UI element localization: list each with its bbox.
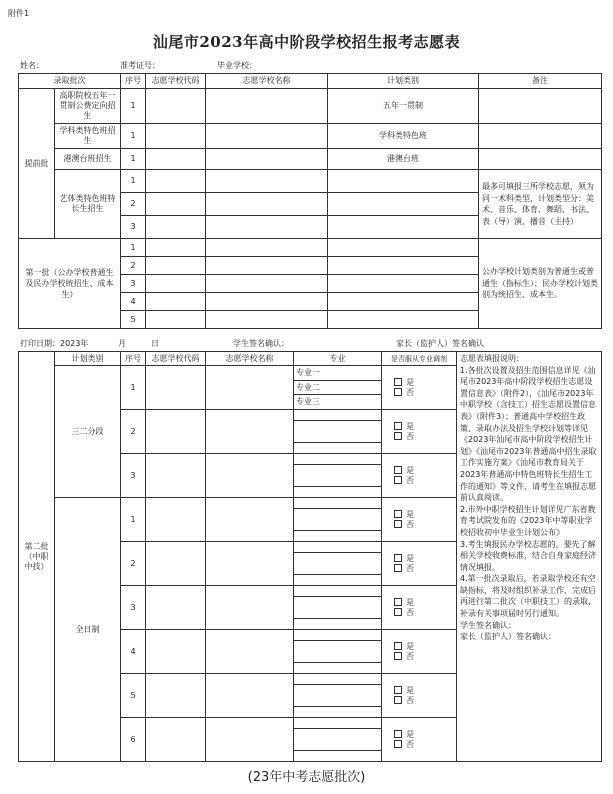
major-field[interactable]: [294, 574, 381, 585]
major-cell: [294, 454, 382, 498]
attachment-label: 附件1: [8, 9, 30, 18]
header-plan-type: 计划类别: [55, 352, 121, 366]
plan-type-cell: 学科类特色班招生: [55, 124, 121, 149]
plan-cell[interactable]: [328, 257, 479, 275]
adjust-cell: [382, 454, 457, 498]
name-label: 姓名：: [20, 61, 44, 70]
header-plan-type: 计划类别: [328, 74, 479, 89]
school-name-cell[interactable]: [206, 674, 294, 718]
remark-cell: [479, 89, 602, 124]
plan-cell: 港澳台班: [328, 149, 479, 170]
school-code-cell[interactable]: [146, 257, 206, 275]
adjust-no-checkbox[interactable]: [382, 564, 456, 574]
row-number: 2: [121, 542, 146, 586]
plan-cell[interactable]: [328, 216, 479, 239]
yes-label: 是: [406, 641, 414, 651]
print-date-label: 打印日期：2023年: [20, 339, 89, 348]
fulltime-label: 全日制: [55, 498, 121, 762]
adjust-yes-checkbox[interactable]: [382, 422, 456, 432]
no-label: 否: [406, 387, 414, 397]
adjust-yes-checkbox[interactable]: [382, 730, 456, 740]
adjust-no-checkbox[interactable]: [382, 608, 456, 618]
major-field[interactable]: [294, 597, 381, 619]
table-row: [19, 89, 602, 124]
school-name-cell[interactable]: [206, 718, 294, 762]
school-name-cell[interactable]: [206, 293, 328, 311]
major-cell: [294, 630, 382, 674]
major-field[interactable]: [294, 542, 381, 553]
school-code-cell[interactable]: [146, 293, 206, 311]
yes-label: 是: [406, 377, 414, 387]
no-label: 否: [406, 739, 414, 749]
school-name-cell[interactable]: [206, 257, 328, 275]
school-name-cell[interactable]: [206, 542, 294, 586]
table-header-row: [19, 352, 602, 366]
school-name-cell[interactable]: [206, 216, 328, 239]
row-number: 3: [121, 216, 146, 239]
school-code-cell[interactable]: [146, 410, 206, 454]
major-field[interactable]: [294, 586, 381, 597]
row-number: 1: [121, 89, 146, 124]
major-field[interactable]: [294, 486, 381, 497]
school-name-cell[interactable]: [206, 193, 328, 216]
plan-cell[interactable]: [328, 293, 479, 311]
header-school-name: 志愿学校名称: [206, 352, 294, 366]
table-row: [19, 149, 602, 170]
remark-cell: [479, 124, 602, 149]
major-cell: [294, 674, 382, 718]
school-code-cell[interactable]: [146, 674, 206, 718]
adjust-cell: [382, 366, 457, 410]
major-field[interactable]: [294, 442, 381, 453]
school-name-cell[interactable]: [206, 239, 328, 257]
yes-label: 是: [406, 685, 414, 695]
row-number: 1: [121, 498, 146, 542]
table-row: [19, 239, 602, 257]
adjust-no-checkbox[interactable]: [382, 432, 456, 442]
school-name-cell[interactable]: [206, 410, 294, 454]
header-remarks: 备注: [479, 74, 602, 89]
school-code-cell[interactable]: [146, 170, 206, 193]
early-batch-label: 提前批: [19, 89, 55, 239]
major-cell: [294, 366, 382, 410]
row-number: 5: [121, 674, 146, 718]
header-adjust: 是否服从专业调剂: [382, 352, 457, 366]
school-code-cell[interactable]: [146, 239, 206, 257]
adjust-yes-checkbox[interactable]: [382, 598, 456, 608]
caption: (23年中考志愿批次): [247, 770, 366, 785]
major-field[interactable]: [294, 750, 381, 761]
school-name-cell[interactable]: [206, 275, 328, 293]
major-cell: [294, 586, 382, 630]
no-label: 否: [406, 519, 414, 529]
school-code-cell[interactable]: [146, 542, 206, 586]
plan-cell: 五年一贯制: [328, 89, 479, 124]
row-number: 1: [121, 366, 146, 410]
major-cell: [294, 410, 382, 454]
adjust-no-checkbox[interactable]: [382, 696, 456, 706]
plan-cell[interactable]: [328, 311, 479, 329]
header-batch: 录取批次: [19, 74, 121, 89]
adjust-yes-checkbox[interactable]: [382, 554, 456, 564]
yes-label: 是: [406, 509, 414, 519]
no-label: 否: [406, 475, 414, 485]
row-number: 3: [121, 275, 146, 293]
table-row: [19, 124, 602, 149]
major-field[interactable]: [294, 410, 381, 421]
row-number: 1: [121, 170, 146, 193]
first-batch-table: [18, 73, 602, 329]
row-number: 3: [121, 454, 146, 498]
yes-label: 是: [406, 465, 414, 475]
major-three-field[interactable]: 专业三: [296, 397, 320, 407]
parent-sign-label: 家长（监护人）签名确认: [396, 339, 484, 348]
row-number: 6: [121, 718, 146, 762]
adjust-yes-checkbox[interactable]: [382, 686, 456, 696]
fill-instructions-note: 志愿表填报说明： 1.各批次设置及招生范围信息详见《汕尾市2023年高中阶段学校招生志愿设置信息表》（附件2），《汕尾市2023年中职学校（含技工）招生志愿设置信息表》（附件3）；普通高中学校招生政策、录取办法及招生学校计划等详见《2023年汕尾市高中阶段学校招生计划》《汕尾市2023年普通高中招生录取工作实施方案》《汕尾市教育局关于2023年普通高中特色班特长生招生工作的通知》等文件，请考生在填报志愿前认真阅读。 2.市外中职学校招生计划详见广东省教育考试院发布的《2023年中等职业学校招收初中毕业生计划公布》 3.考生填报民办学校志愿的，要先了解相关学校收费标准，结合自身家庭经济情况填报。 4.第一批次录取后，若录取学校还有空缺指标，将及时组织补录工作，完成后再进行第二批次（中职技工）的录取，补录有关事项届时另行通知。 学生签名确认： 家长（监护人）签名确认：: [457, 352, 602, 762]
adjust-cell: [382, 586, 457, 630]
row-number: 1: [121, 124, 146, 149]
remark-cell: [479, 149, 602, 170]
first-batch-remark-note: 公办学校计划类别为普通生或普通生（指标生）；民办学校计划类别为统招生、成本生。: [479, 239, 602, 329]
school-name-cell[interactable]: [206, 630, 294, 674]
school-name-cell[interactable]: [206, 366, 294, 410]
page-title: 汕尾市2023年高中阶段学校招生报考志愿表: [152, 33, 461, 51]
major-field[interactable]: [294, 465, 381, 487]
row-number: 2: [121, 193, 146, 216]
school-code-cell[interactable]: [146, 89, 206, 124]
major-field[interactable]: [294, 729, 381, 751]
student-sign-label: 学生签名确认：: [233, 339, 289, 348]
school-code-cell[interactable]: [146, 498, 206, 542]
header-major: 专业: [294, 352, 382, 366]
adjust-cell: [382, 498, 457, 542]
major-field[interactable]: [294, 553, 381, 575]
no-label: 否: [406, 607, 414, 617]
row-number: 4: [121, 630, 146, 674]
major-field[interactable]: [294, 509, 381, 531]
school-code-cell[interactable]: [146, 149, 206, 170]
major-field[interactable]: [294, 454, 381, 465]
adjust-no-checkbox[interactable]: [382, 520, 456, 530]
adjust-yes-checkbox[interactable]: [382, 510, 456, 520]
school-name-cell[interactable]: [206, 124, 328, 149]
school-code-cell[interactable]: [146, 193, 206, 216]
no-label: 否: [406, 431, 414, 441]
yes-label: 是: [406, 421, 414, 431]
plan-cell[interactable]: [328, 239, 479, 257]
major-one-field[interactable]: 专业一: [294, 366, 381, 380]
plan-cell[interactable]: [328, 275, 479, 293]
row-number: 5: [121, 311, 146, 329]
adjust-yes-checkbox[interactable]: [382, 466, 456, 476]
art-plan-type-cell: 艺体类特色班特长生招生: [55, 170, 121, 239]
header-no: 序号: [121, 352, 146, 366]
header-code: 志愿学校代码: [146, 74, 206, 89]
school-code-cell[interactable]: [146, 216, 206, 239]
table-row: [19, 170, 602, 193]
major-two-field[interactable]: 专业二: [294, 380, 381, 395]
school-name-cell[interactable]: [206, 149, 328, 170]
header-no: 序号: [121, 74, 146, 89]
adjust-cell: [382, 410, 457, 454]
major-field[interactable]: [294, 530, 381, 541]
major-field[interactable]: [294, 706, 381, 717]
major-field[interactable]: [294, 685, 381, 707]
school-code-cell[interactable]: [146, 718, 206, 762]
school-label: 毕业学校：: [217, 61, 257, 70]
school-code-cell[interactable]: [146, 366, 206, 410]
adjust-no-checkbox[interactable]: [382, 652, 456, 662]
three-two-segment-label: 三二分段: [55, 366, 121, 498]
second-batch-table: [18, 351, 602, 762]
row-number: 3: [121, 586, 146, 630]
major-field[interactable]: [294, 662, 381, 673]
major-field[interactable]: [294, 718, 381, 729]
plan-cell: 学科类特色班: [328, 124, 479, 149]
plan-cell[interactable]: [328, 170, 479, 193]
yes-label: 是: [406, 597, 414, 607]
exam-no-label: 准考证号：: [120, 61, 160, 70]
no-label: 否: [406, 651, 414, 661]
adjust-cell: [382, 718, 457, 762]
adjust-yes-checkbox[interactable]: [382, 378, 456, 388]
school-name-cell[interactable]: [206, 454, 294, 498]
print-month-label: 月: [118, 339, 126, 348]
major-field[interactable]: [294, 630, 381, 641]
first-batch-label: 第一批（公办学校普通生及民办学校统招生、成本生）: [19, 239, 121, 329]
school-code-cell[interactable]: [146, 630, 206, 674]
major-cell: [294, 498, 382, 542]
school-name-cell[interactable]: [206, 498, 294, 542]
row-number: 4: [121, 293, 146, 311]
school-name-cell[interactable]: [206, 586, 294, 630]
adjust-cell: [382, 630, 457, 674]
row-number: 2: [121, 410, 146, 454]
no-label: 否: [406, 695, 414, 705]
school-name-cell[interactable]: [206, 170, 328, 193]
header-school-name: 志愿学校名称: [206, 74, 328, 89]
school-code-cell[interactable]: [146, 311, 206, 329]
adjust-yes-checkbox[interactable]: [382, 642, 456, 652]
art-remark-note: 最多可填报三所学校志愿，须为同一术科类型，计划类型分：美术、音乐、体育、舞蹈、书法、表（导）演、播音（主持）: [479, 170, 602, 239]
adjust-no-checkbox[interactable]: [382, 740, 456, 750]
row-number: 1: [121, 149, 146, 170]
yes-label: 是: [406, 553, 414, 563]
adjust-no-checkbox[interactable]: [382, 388, 456, 398]
major-cell: [294, 718, 382, 762]
major-field[interactable]: [294, 618, 381, 629]
school-code-cell[interactable]: [146, 454, 206, 498]
school-code-cell[interactable]: [146, 586, 206, 630]
row-number: 2: [121, 257, 146, 275]
major-field[interactable]: [294, 674, 381, 685]
adjust-cell: [382, 674, 457, 718]
plan-type-cell: 高职院校五年一贯制公费定向招生: [55, 89, 121, 124]
plan-type-cell: 港澳台班招生: [55, 149, 121, 170]
school-name-cell[interactable]: [206, 311, 328, 329]
major-field[interactable]: [294, 498, 381, 509]
no-label: 否: [406, 563, 414, 573]
adjust-no-checkbox[interactable]: [382, 476, 456, 486]
header-code: 志愿学校代码: [146, 352, 206, 366]
second-batch-label: 第二批（中职中技）: [19, 352, 55, 762]
row-number: 1: [121, 239, 146, 257]
major-field[interactable]: [294, 421, 381, 443]
school-name-cell[interactable]: [206, 89, 328, 124]
table-header-row: [19, 74, 602, 89]
major-field[interactable]: [294, 641, 381, 663]
major-cell: [294, 542, 382, 586]
school-code-cell[interactable]: [146, 124, 206, 149]
print-day-label: 日: [151, 339, 159, 348]
yes-label: 是: [406, 729, 414, 739]
school-code-cell[interactable]: [146, 275, 206, 293]
adjust-cell: [382, 542, 457, 586]
plan-cell[interactable]: [328, 193, 479, 216]
